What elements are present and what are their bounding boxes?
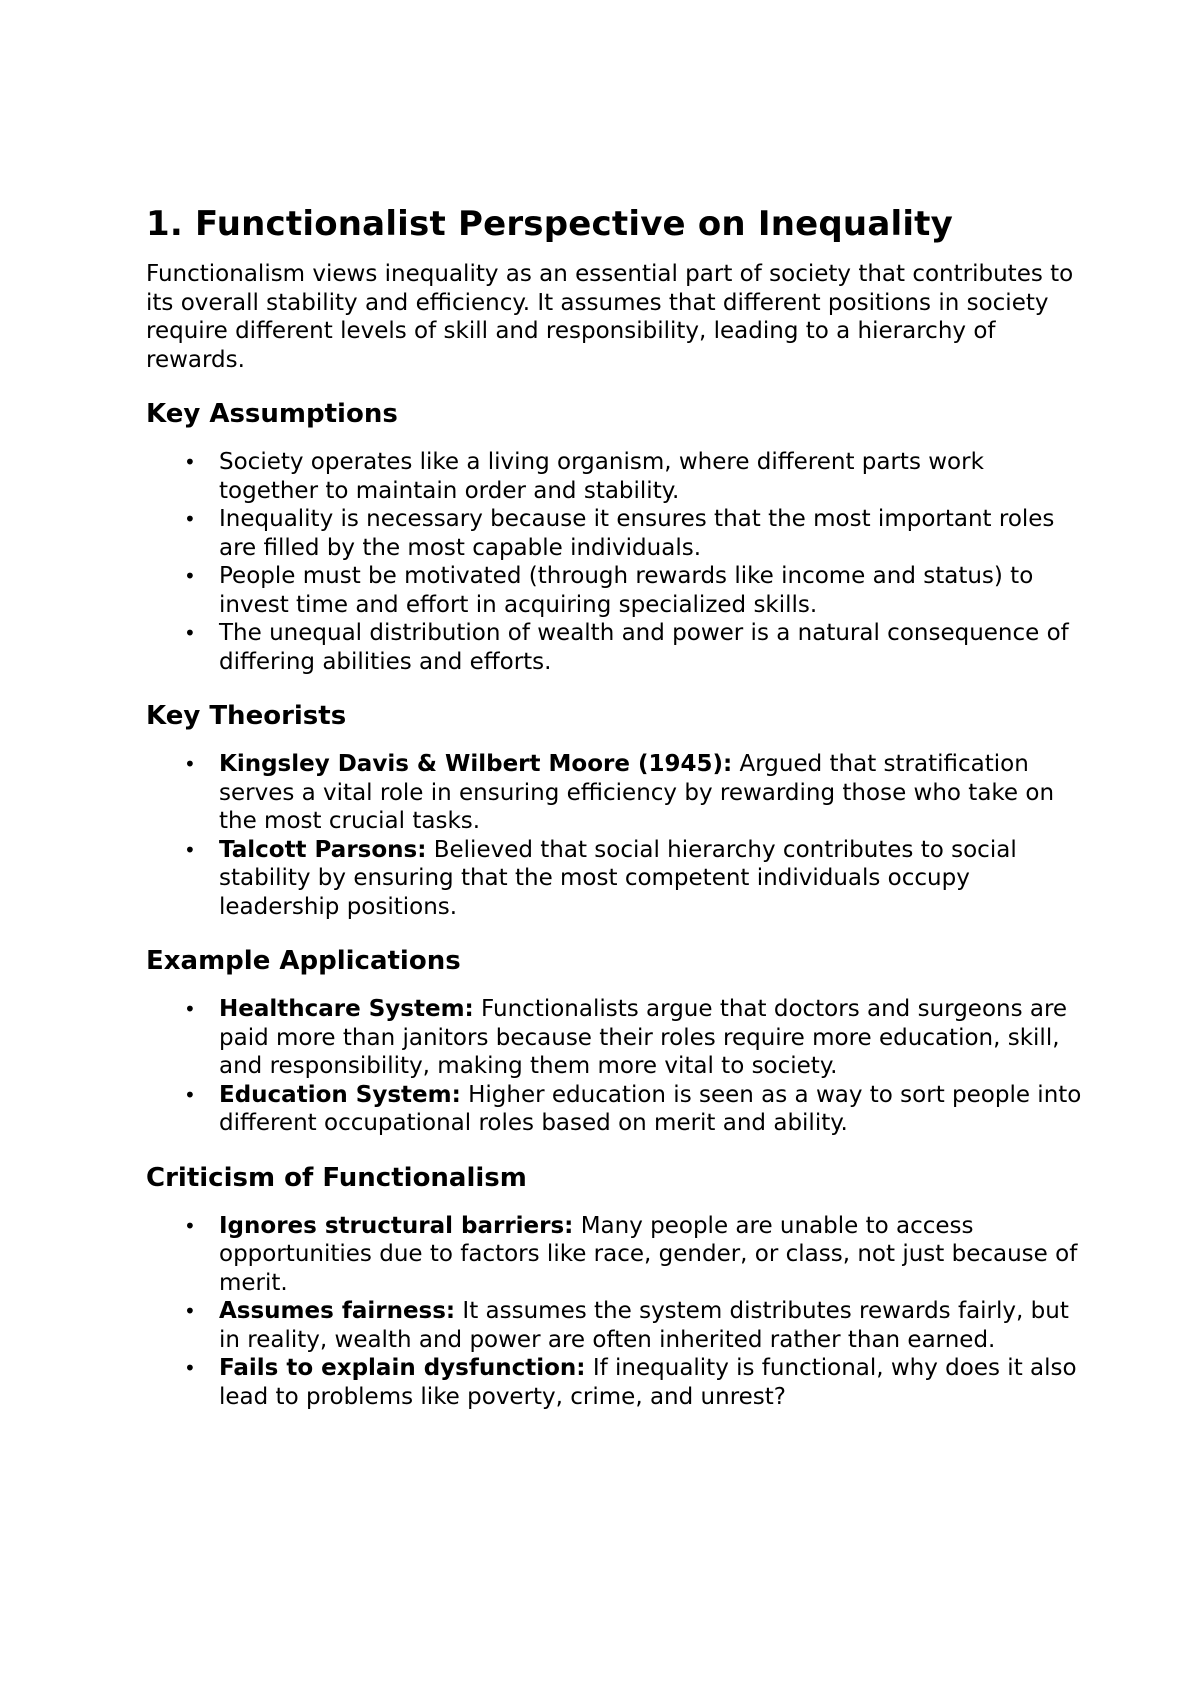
list-item (146, 505, 1086, 562)
list-item (146, 750, 1086, 836)
list-item-text: Inequality is necessary because it ensures that the most important roles are filled by the most capable individuals. (219, 506, 1055, 561)
bullet-icon: • (184, 1082, 196, 1107)
section-heading-example-applications: Example Applications (146, 946, 461, 976)
list-item (146, 619, 1086, 676)
list-item-text: Higher education is seen as a way to sort people into different occupational roles based on merit and ability. (219, 1081, 1082, 1136)
document-title: 1. Functionalist Perspective on Inequality (146, 204, 953, 244)
list-item-text: Society operates like a living organism, where different parts work together to maintain order and stability. (219, 449, 984, 504)
list-item-text: Believed that social hierarchy contributes to social stability by ensuring that the most competent individuals occupy leadership positions. (219, 836, 1017, 920)
list-item (146, 995, 1086, 1081)
list-item-lead: Ignores structural barriers: (219, 1212, 574, 1239)
list-item-text: If inequality is functional, why does it also lead to problems like poverty, crime, and unrest? (219, 1355, 1077, 1410)
list-item (146, 448, 1086, 505)
section-heading-key-theorists: Key Theorists (146, 701, 347, 731)
intro-paragraph: Functionalism views inequality as an essential part of society that contributes to its overall stability and efficiency. It assumes that different positions in society require different levels of skill and responsibility, leading to a hierarchy of rewards. (146, 261, 1074, 373)
list-item-lead: Fails to explain dysfunction: (219, 1355, 586, 1381)
list-item (146, 836, 1086, 922)
bullet-icon: • (184, 837, 196, 862)
list-item (146, 1212, 1086, 1298)
section-heading-criticism: Criticism of Functionalism (146, 1162, 527, 1193)
list-item (146, 1297, 1086, 1354)
list-item-lead: Education System: (219, 1081, 461, 1108)
example-applications-list (146, 995, 1086, 1138)
bullet-icon: • (184, 1356, 196, 1380)
bullet-icon: • (184, 752, 196, 776)
bullet-icon: • (184, 450, 196, 474)
bullet-icon: • (184, 1213, 196, 1238)
list-item (146, 1081, 1086, 1138)
bullet-icon: • (184, 1299, 196, 1323)
list-item (146, 1354, 1086, 1411)
list-item-lead: Talcott Parsons: (219, 836, 427, 863)
bullet-icon: • (184, 621, 196, 645)
key-assumptions-list (146, 448, 1086, 676)
list-item-lead: Kingsley Davis & Wilbert Moore (1945): (219, 751, 733, 777)
section-heading-key-assumptions: Key Assumptions (146, 399, 398, 429)
list-item-text: Argued that stratification serves a vital role in ensuring efficiency by rewarding those who take on the most crucial tasks. (219, 751, 1055, 834)
list-item-text: It assumes the system distributes rewards fairly, but in reality, wealth and power are often inherited rather than earned. (219, 1298, 1069, 1353)
list-item-text: The unequal distribution of wealth and power is a natural consequence of differing abilities and efforts. (219, 620, 1069, 675)
list-item-lead: Assumes fairness: (219, 1298, 456, 1324)
bullet-icon: • (184, 564, 196, 588)
bullet-icon: • (184, 507, 196, 531)
list-item-text: Functionalists argue that doctors and surgeons are paid more than janitors because their roles require more education, skill, and responsibility, making them more vital to society. (219, 996, 1068, 1079)
key-theorists-list (146, 750, 1086, 921)
list-item (146, 562, 1086, 619)
list-item-text: People must be motivated (through rewards like income and status) to invest time and effort in acquiring specialized skills. (219, 563, 1034, 618)
document-page (146, 196, 1086, 1431)
criticism-list (146, 1212, 1086, 1412)
list-item-lead: Healthcare System: (219, 996, 474, 1022)
bullet-icon: • (184, 997, 196, 1021)
list-item-text: Many people are unable to access opportunities due to factors like race, gender, or class, not just because of merit. (219, 1212, 1078, 1296)
